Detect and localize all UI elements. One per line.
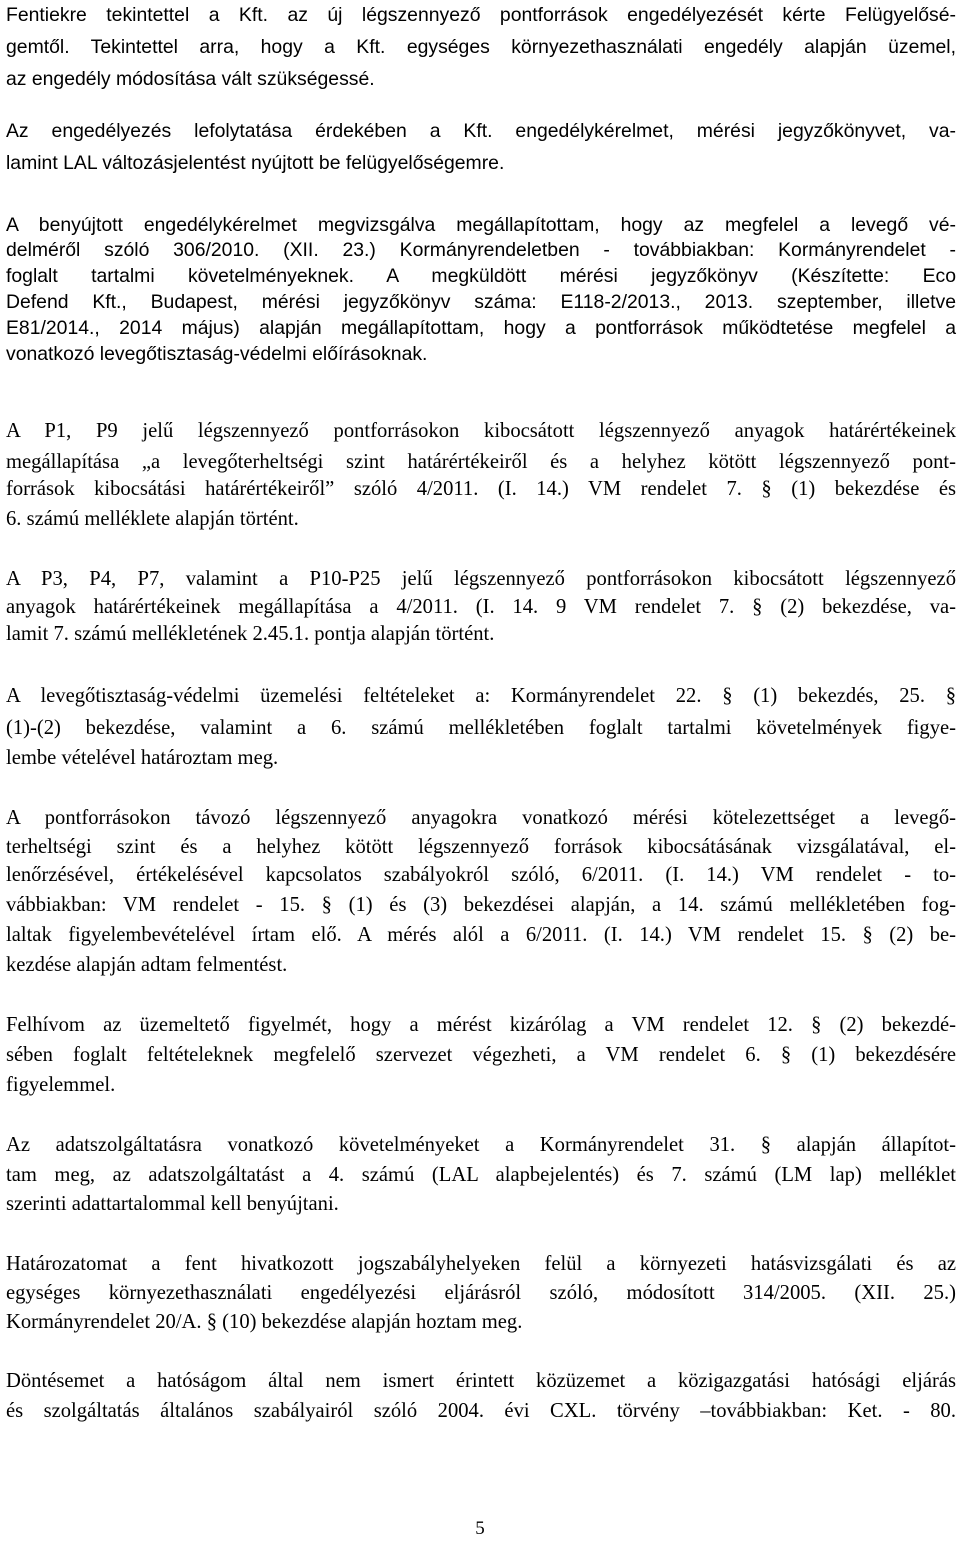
paragraph-11-line-2: és szolgáltatás általános szabályairól szóló 2004. évi CXL. törvény –továbbiakban: Ket. - 80. bbox=[6, 1400, 956, 1422]
paragraph-10-line-2: egységes környezethasználati engedélyezési eljárásról szóló, módosított 314/2005. (XII. 25.) bbox=[6, 1282, 956, 1304]
paragraph-3-line-6: vonatkozó levegőtisztaság-védelmi előírásoknak. bbox=[6, 343, 428, 365]
paragraph-7-line-5: laltak figyelembevételével írtam elő. A mérés alól a 6/2011. (I. 14.) VM rendelet 15. § (2) be- bbox=[6, 924, 956, 946]
paragraph-10-line-1: Határozatomat a fent hivatkozott jogszabályhelyeken felül a környezeti hatásvizsgálati és az bbox=[6, 1253, 956, 1275]
paragraph-3-line-5: E81/2014., 2014 május) alapján megállapítottam, hogy a pontforrások működtetése megfelel a bbox=[6, 317, 956, 339]
paragraph-9-line-1: Az adatszolgáltatásra vonatkozó követelményeket a Kormányrendelet 31. § alapján állapítot- bbox=[6, 1134, 956, 1156]
paragraph-7-line-3: lenőrzésével, értékelésével kapcsolatos szabályokról szóló, 6/2011. (I. 14.) VM rendelet - to- bbox=[6, 864, 956, 886]
paragraph-1-line-1: Fentiekre tekintettel a Kft. az új légszennyező pontforrások engedélyezését kérte Felügyelősé- bbox=[6, 4, 956, 26]
paragraph-8-line-2: sében foglalt feltételeknek megfelelő szervezet végezheti, a VM rendelet 6. § (1) bekezdésére bbox=[6, 1044, 956, 1066]
paragraph-1-line-2: gemtől. Tekintettel arra, hogy a Kft. egységes környezethasználati engedély alapján üzemel, bbox=[6, 36, 956, 58]
paragraph-6-line-2: (1)-(2) bekezdése, valamint a 6. számú mellékletében foglalt tartalmi követelmények figye- bbox=[6, 717, 956, 739]
paragraph-11-line-1: Döntésemet a hatóságom által nem ismert érintett közüzemet a közigazgatási hatósági eljárás bbox=[6, 1370, 956, 1392]
paragraph-2-line-2: lamint LAL változásjelentést nyújtott be felügyelőségemre. bbox=[6, 152, 505, 174]
paragraph-4-line-1: A P1, P9 jelű légszennyező pontforrásokon kibocsátott légszennyező anyagok határértékeinek bbox=[6, 420, 956, 442]
paragraph-7-line-1: A pontforrásokon távozó légszennyező anyagokra vonatkozó mérési kötelezettséget a levegő- bbox=[6, 807, 956, 829]
paragraph-7-line-4: vábbiakban: VM rendelet - 15. § (1) és (3) bekezdései alapján, a 14. számú mellékletében fog- bbox=[6, 894, 956, 916]
paragraph-4-line-3: források kibocsátási határértékeiről” szóló 4/2011. (I. 14.) VM rendelet 7. § (1) bekezdése és bbox=[6, 478, 956, 500]
paragraph-8-line-1: Felhívom az üzemeltető figyelmét, hogy a mérést kizárólag a VM rendelet 12. § (2) bekezdé- bbox=[6, 1014, 956, 1036]
paragraph-5-line-1: A P3, P4, P7, valamint a P10-P25 jelű légszennyező pontforrásokon kibocsátott légszennyező bbox=[6, 568, 956, 590]
paragraph-9-line-2: tam meg, az adatszolgáltatást a 4. számú (LAL alapbejelentés) és 7. számú (LM lap) melléklet bbox=[6, 1164, 956, 1186]
paragraph-6-line-3: lembe vételével határoztam meg. bbox=[6, 747, 279, 769]
paragraph-4-line-2: megállapítása „a levegőterheltségi szint határértékeiről és a helyhez kötött légszennyező pont- bbox=[6, 451, 956, 473]
paragraph-9-line-3: szerinti adattartalommal kell benyújtani. bbox=[6, 1193, 339, 1215]
paragraph-5-line-2: anyagok határértékeinek megállapítása a 4/2011. (I. 14. 9 VM rendelet 7. § (2) bekezdése, va- bbox=[6, 596, 956, 618]
paragraph-4-line-4: 6. számú melléklete alapján történt. bbox=[6, 508, 299, 530]
page-number: 5 bbox=[475, 1518, 485, 1539]
paragraph-3-line-4: Defend Kft., Budapest, mérési jegyzőkönyv száma: E118-2/2013., 2013. szeptember, illetve bbox=[6, 291, 956, 313]
paragraph-7-line-2: terheltségi szint és a helyhez kötött légszennyező források kibocsátásának vizsgálatával, el- bbox=[6, 836, 956, 858]
paragraph-6-line-1: A levegőtisztaság-védelmi üzemelési feltételeket a: Kormányrendelet 22. § (1) bekezdés, 25. § bbox=[6, 685, 956, 707]
paragraph-3-line-2: delméről szóló 306/2010. (XII. 23.) Kormányrendeletben - továbbiakban: Kormányrendelet - bbox=[6, 239, 956, 261]
paragraph-3-line-3: foglalt tartalmi követelményeknek. A megküldött mérési jegyzőkönyv (Készítette: Eco bbox=[6, 265, 956, 287]
paragraph-1-line-3: az engedély módosítása vált szükségessé. bbox=[6, 68, 375, 90]
paragraph-7-line-6: kezdése alapján adtam felmentést. bbox=[6, 954, 288, 976]
paragraph-8-line-3: figyelemmel. bbox=[6, 1074, 116, 1096]
paragraph-10-line-3: Kormányrendelet 20/A. § (10) bekezdése alapján hoztam meg. bbox=[6, 1311, 523, 1333]
paragraph-5-line-3: lamit 7. számú mellékletének 2.45.1. pontja alapján történt. bbox=[6, 623, 495, 645]
paragraph-3-line-1: A benyújtott engedélykérelmet megvizsgálva megállapítottam, hogy az megfelel a levegő vé- bbox=[6, 214, 956, 236]
paragraph-2-line-1: Az engedélyezés lefolytatása érdekében a Kft. engedélykérelmet, mérési jegyzőkönyvet, va- bbox=[6, 120, 956, 142]
